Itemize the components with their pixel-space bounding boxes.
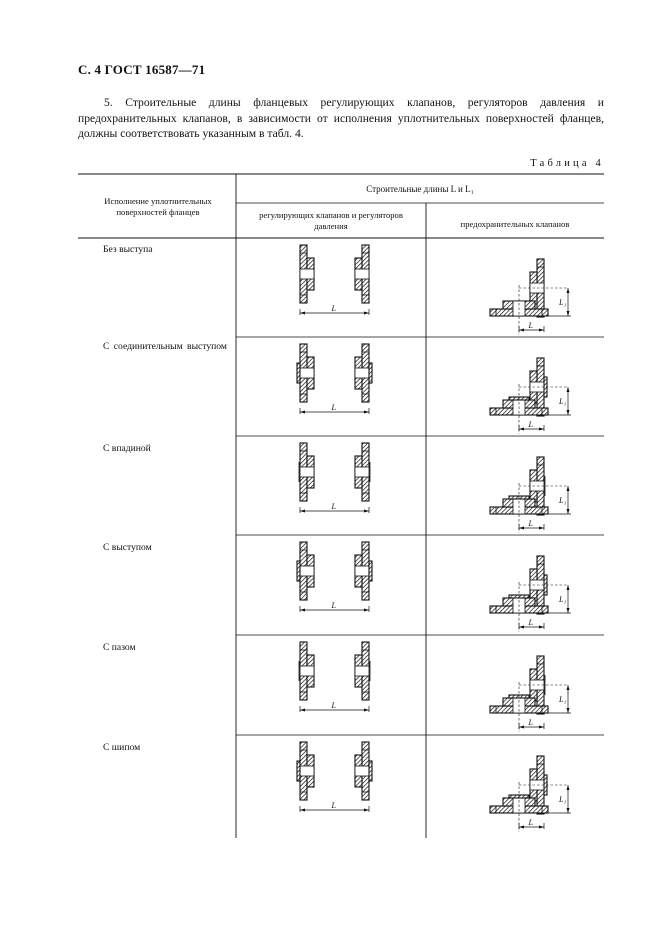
- col2-header: регулирующих клапанов и регуляторов давления: [259, 210, 403, 231]
- svg-text:L: L: [528, 519, 533, 528]
- regulator-drawing-recess: [299, 443, 370, 513]
- svg-text:L: L: [331, 801, 336, 810]
- group-header: [236, 184, 604, 195]
- row-drawing-male: [297, 542, 571, 632]
- regulator-drawing-tongue: [297, 742, 372, 812]
- regulator-drawing-raised: [297, 344, 372, 414]
- row-drawing-raised: [297, 344, 571, 434]
- row-label-groove: С пазом: [103, 642, 136, 653]
- svg-text:L: L: [331, 701, 336, 710]
- row-drawing-recess: [299, 443, 571, 533]
- svg-text:L₁: L₁: [559, 595, 567, 604]
- group-header-text: Строительные длины L и L₁: [366, 184, 474, 194]
- row-drawing-tongue: [297, 742, 571, 832]
- row-label-tongue: С шипом: [103, 742, 141, 753]
- safety-valve-drawing-raised: [490, 358, 571, 434]
- row-label-plain: Без выступа: [103, 244, 153, 255]
- row-label-male: С выступом: [103, 542, 152, 553]
- svg-text:L: L: [331, 601, 336, 610]
- table-caption: Таблица 4: [530, 158, 604, 169]
- safety-valve-drawing-tongue: [490, 756, 571, 832]
- svg-text:L: L: [331, 304, 336, 313]
- svg-text:L: L: [528, 420, 533, 429]
- regulator-drawing-plain: [300, 245, 369, 315]
- safety-valve-drawing-plain: [490, 259, 571, 335]
- svg-text:L₁: L₁: [559, 298, 567, 307]
- svg-text:L₁: L₁: [559, 695, 567, 704]
- safety-valve-drawing-groove: [490, 656, 571, 732]
- regulator-drawing-groove: [299, 642, 370, 712]
- paragraph-text: Строительные длины фланцевых регулирующих клапанов, регуляторов давления и предохранительных клапанов, в зависимости от исполнения уплотнительных поверхностей фланцев, должны соответствовать указанным в табл. 4.: [78, 96, 604, 140]
- svg-text:L: L: [528, 818, 533, 827]
- paragraph-number: 5.: [104, 96, 113, 109]
- page-header: С. 4 ГОСТ 16587—71: [78, 62, 206, 77]
- svg-text:L: L: [528, 718, 533, 727]
- svg-text:L₁: L₁: [559, 397, 567, 406]
- safety-valve-drawing-male: [490, 556, 571, 632]
- col3-header: предохранительных клапанов: [460, 219, 570, 229]
- row-drawing-groove: [299, 642, 571, 732]
- col1-header: Исполнение уплотнительных поверхностей фланцев: [104, 196, 212, 217]
- svg-text:L₁: L₁: [559, 795, 567, 804]
- svg-text:L: L: [528, 321, 533, 330]
- safety-valve-drawing-recess: [490, 457, 571, 533]
- svg-text:L: L: [331, 403, 336, 412]
- row-label-recess: С впадиной: [103, 443, 151, 454]
- row-label-raised: С соединительным выступом: [103, 341, 227, 352]
- svg-text:L: L: [331, 502, 336, 511]
- svg-text:L: L: [528, 618, 533, 627]
- regulator-drawing-male: [297, 542, 372, 612]
- row-drawing-plain: [300, 245, 571, 335]
- svg-text:L₁: L₁: [559, 496, 567, 505]
